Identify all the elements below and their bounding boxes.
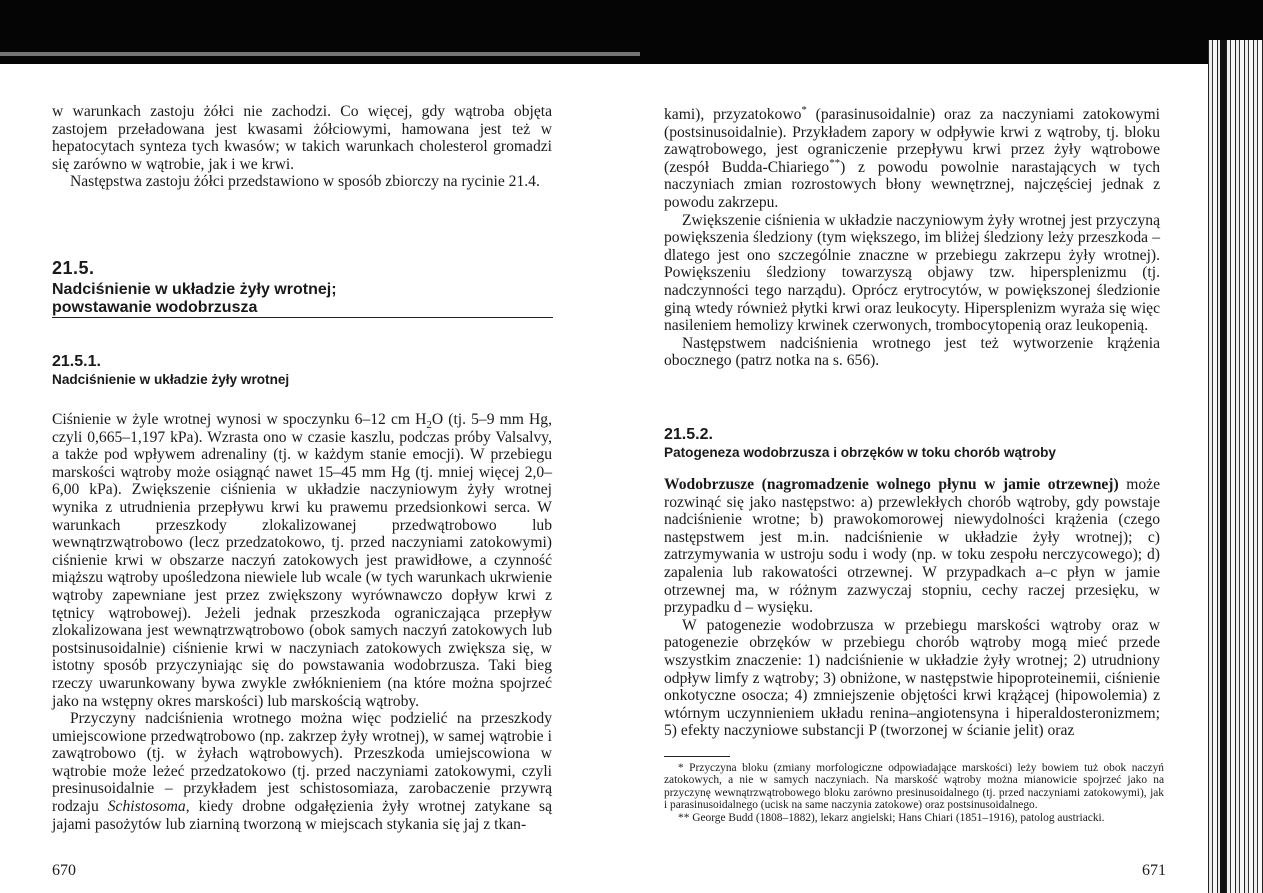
subsection-heading xyxy=(52,353,552,387)
footnote: ** George Budd (1808–1882), lekarz angielski; Hans Chiari (1851–1916), patolog austriacki. xyxy=(678,811,1105,824)
subsection-title: Nadciśnienie w układzie żyły wrotnej xyxy=(52,372,290,387)
paragraph xyxy=(52,710,552,833)
paragraph: Następstwem nadciśnienia wrotnego jest też wytworzenie krążenia obocznego (patrz notka na s. 656). xyxy=(664,334,1160,370)
book-page-edges xyxy=(1208,40,1263,893)
paragraph xyxy=(664,103,1160,212)
italic-term: Schistosoma xyxy=(107,798,186,816)
scan-dark-margin xyxy=(0,0,1263,64)
paragraph xyxy=(664,476,1160,617)
page-number-left: 670 xyxy=(52,862,76,879)
footnote-mark: * xyxy=(801,103,807,116)
subsection-number: 21.5.1. xyxy=(52,353,101,370)
subsection-number: 21.5.2. xyxy=(664,426,713,443)
right-top-text xyxy=(664,103,1160,370)
text-run: Przyczyny nadciśnienia wrotnego można więc podzielić na przeszkody umiejscowione przedwątrobowo (np. zakrzep żyły wrotnej), w samej wątrobie i zawątrobowo (tj. w żyłach wątrobowych). Przeszkoda umiejscowiona w wątrobie może leżeć przedzatokowo (tj. przed naczyniami zatokowymi, czyli presinusoidalnie – przykładem jest schistosomiaza, zarobaczenie przywrą rodzaju xyxy=(52,710,552,816)
text-run: , kiedy drobne odgałęzienia żyły wrotnej zatykane są jajami pasożytów lub ziarniną tworzoną w miejscach stykania się jaj z tkan- xyxy=(52,798,552,833)
section-number: 21.5. xyxy=(52,258,95,278)
left-body-text xyxy=(52,411,552,833)
text-run: kami), przyzatokowo xyxy=(664,106,802,123)
bold-term: Wodobrzusze (nagromadzenie wolnego płynu w jamie otrzewnej) xyxy=(664,476,1119,493)
section-title-line2: powstawanie wodobrzusza xyxy=(52,299,258,316)
section-heading xyxy=(52,258,552,317)
text-run: Ciśnienie w żyle wrotnej wynosi w spoczynku 6–12 cm H xyxy=(52,411,427,428)
footnote-mark: ** xyxy=(829,156,841,169)
paragraph xyxy=(52,411,552,710)
text-run: O (tj. 5–9 mm Hg, czyli 0,665–1,197 kPa). Wzrasta ono w czasie kaszlu, podczas próby Valsalvy, a także pod wpływem adrenaliny (tj. w każdym stanie emocji). W przebiegu marskości wątroby może osiągnąć nawet 15–45 mm Hg (tj. mniej więcej 2,0–6,00 kPa). Zwiększenie ciśnienia w układzie naczyniowym żyły wrotnej wynika z utrudnienia przepływu krwi ku prawemu przedsionkowi serca. W warunkach przeszkody zlokalizowanej przedwątrobowo lub wewnątrzwątrobowo (lecz przedzatokowo, tj. przed naczyniami zatokowymi) ciśnienie krwi w obszarze naczyń zatokowych jest prawidłowe, a czynność miąższu wątroby upośledzona niewiele lub wcale (w tych warunkach ukrwienie wątroby zapewniane jest przez zwiększony wyrównawczo dopływ krwi z tętnicy wątrobowej). Jeżeli jednak przeszkoda ograniczająca przepływ zlokalizowana jest wewnątrzwątrobowo (obok samych naczyń zatokowych lub postsinusoidalnie) ciśnienie krwi w naczyniach zatokowych zwiększa się, w istotny sposób przyczyniając się do powstawania wodobrzusza. Taki bieg rzeczy uwarunkowany bywa zwykle zwłóknieniem (na które można spojrzeć jako na wstępny okres marskości) lub marskością wątroby. xyxy=(52,411,552,710)
left-page xyxy=(0,66,620,893)
left-top-text xyxy=(52,103,552,191)
footnote-rule xyxy=(664,756,730,757)
subscript: 2 xyxy=(426,419,432,432)
right-page xyxy=(620,66,1220,893)
paragraph: Następstwa zastoju żółci przedstawiono w sposób zbiorczy na rycinie 21.4. xyxy=(70,173,540,191)
text-run: ) z powodu powolnie narastających w tych naczyniach zmian rozrostowych błony wewnętrznej, najczęściej jednak z powodu zakrzepu. xyxy=(664,158,1160,211)
text-run: (parasinusoidalnie) oraz za naczyniami zatokowymi (postsinusoidalnie). Przykładem zapory w odpływie krwi z wątroby, tj. bloku zawątrobowego, jest ograniczenie przepływu krwi przez żyły wątrobowe (zespół Budda-Chiariego xyxy=(664,106,1160,176)
paragraph: w warunkach zastoju żółci nie zachodzi. Co więcej, gdy wątroba objęta zastojem przeładowana jest kwasami żółciowymi, hamowana jest też w hepatocytach synteza tych kwasów; w takich warunkach cholesterol gromadzi się zarówno w wątrobie, jak i we krwi. xyxy=(52,103,552,173)
page-edge-shadow xyxy=(1220,40,1226,893)
paragraph: Zwiększenie ciśnienia w układzie naczyniowym żyły wrotnej jest przyczyną powiększenia śledziony (tym większego, im bliżej śledziony leży przeszkoda – dlatego jest ono szczególnie znaczne w przebiegu zakrzepu żyły wrotnej). Powiększeniu śledziony towarzyszą objawy tzw. hipersplenizmu (tj. nadczynności tego narządu). Oprócz erytrocytów, w powiększonej śledzionie giną wtedy również płytki krwi oraz leukocyty. Hipersplenizm wyraża się więc nasileniem hemolizy krwinek czerwonych, trombocytopenią oraz leukopenią. xyxy=(664,211,1160,335)
footnotes xyxy=(664,762,1164,824)
footnote: * Przyczyna bloku (zmiany morfologiczne odpowiadające marskości) leży bowiem tuż obok naczyń zatokowych, a nie w samych naczyniach. Na marskość wątroby można mianowicie spojrzeć jako na przyczynę wewnątrzwątrobowego bloku zarówno presinusoidalnego (tj. przed naczyniami zatokowymi), jak i parasinusoidalnego (ucisk na same naczynia zatokowe) oraz postsinusoidalnego. xyxy=(664,762,1164,812)
page-fold-line xyxy=(0,52,640,56)
page-number-right: 671 xyxy=(1142,862,1166,879)
text-run: może rozwinąć się jako następstwo: a) przewlekłych chorób wątroby, gdy powstaje nadciśnienie wrotne; b) prawokomorowej niewydolności krążenia (czego następstwem jest m.in. nadciśnienie w układzie żyły wrotnej); c) zatrzymywania w ustroju sodu i wody (np. w toku zespołu nerczycowego); d) zapalenia lub rakowatości otrzewnej. W przypadkach a–c płyn w jamie otrzewnej ma, w różnym zazwyczaj stopniu, cechy raczej przesięku, w przypadku d – wysięku. xyxy=(664,476,1160,617)
subsection-title: Patogeneza wodobrzusza i obrzęków w toku chorób wątroby xyxy=(664,445,1056,460)
right-body-text xyxy=(664,476,1160,740)
section-rule xyxy=(52,317,553,318)
section-title-line1: Nadciśnienie w układzie żyły wrotnej; xyxy=(52,281,337,298)
paragraph: W patogenezie wodobrzusza w przebiegu marskości wątroby oraz w patogenezie obrzęków w przebiegu chorób wątroby mogą mieć przede wszystkim znaczenie: 1) nadciśnienie w układzie żyły wrotnej; 2) utrudniony odpływ limfy z wątroby; 3) obniżone, w następstwie hipoproteinemii, ciśnienie onkotyczne osocza; 4) zmniejszenie objętości krwi krążącej (hipowolemia) z wtórnym uczynnieniem układu renina–angiotensyna i hiperaldosteronizmem; 5) efekty naczyniowe substancji P (tworzonej w ścianie jelit) oraz xyxy=(664,616,1160,740)
subsection-heading xyxy=(664,426,1160,460)
